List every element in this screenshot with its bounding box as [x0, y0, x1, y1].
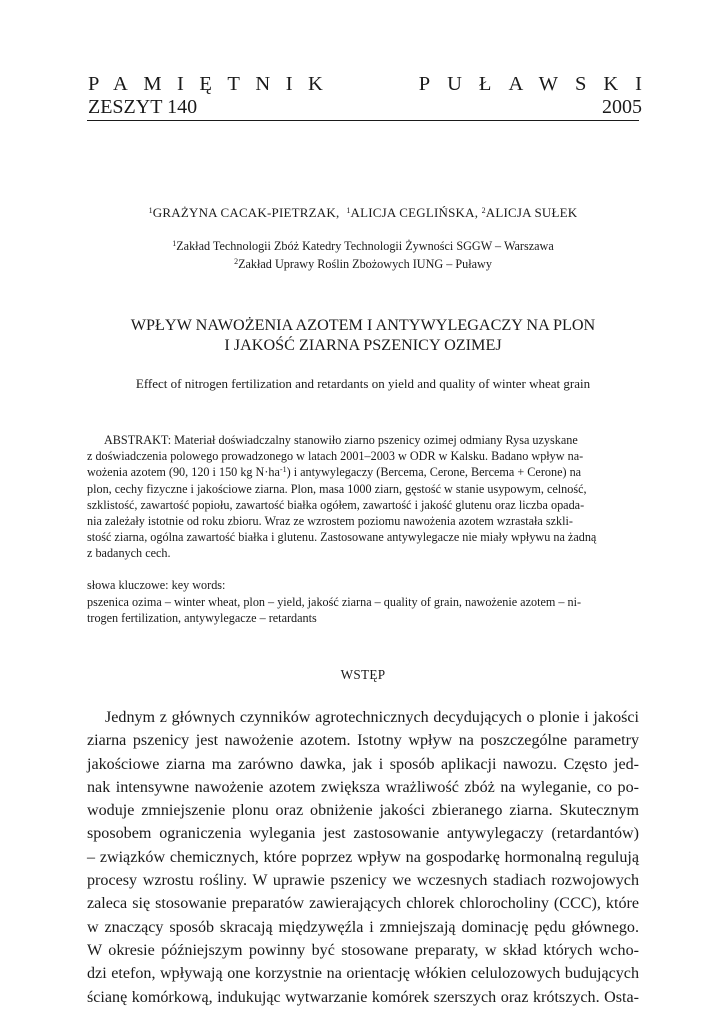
authors-line: [87, 205, 639, 221]
affiliation-2-text: Zakład Uprawy Roślin Zbożowych IUNG – Puławy: [238, 257, 492, 271]
body-line: zaleca się stosowanie preparatów zawierających chlorek chlorocholiny (CCC), które: [87, 895, 639, 913]
paper-title-line-1: WPŁYW NAWOŻENIA AZOTEM I ANTYWYLEGACZY NA PLON: [130, 316, 596, 334]
body-line: ziarna pszenicy jest nawożenie azotem. Istotny wpływ na poszczególne parametry: [87, 732, 639, 750]
body-text: [87, 706, 639, 1009]
issue-number: ZESZYT 140: [88, 96, 198, 118]
author-1-sup: 1: [148, 206, 153, 215]
body-line: W okresie późniejszym powinny być stosowane preparaty, w skład których wcho-: [87, 941, 639, 959]
author-3: ALICJA SUŁEK: [485, 205, 578, 220]
affiliation-1-sup: 1: [172, 239, 177, 248]
abstract-line-3b: ) i antywylegaczy (Bercema, Cerone, Bercema + Cerone) na: [286, 465, 582, 480]
section-heading: WSTĘP: [340, 667, 386, 682]
body-line: sposobem ograniczenia wylegania jest zastosowanie antywylegaczy (retardantów): [87, 825, 639, 843]
paper-title: [87, 315, 639, 355]
body-line: nak intensywne nawożenie azotem zwiększa wrażliwość zbóż na wyleganie, co po-: [87, 778, 639, 796]
abstract-line-2: z doświadczenia polowego prowadzonego w latach 2001–2003 w ODR w Kalsku. Badano wpływ na-: [87, 449, 584, 464]
affiliation-1: [87, 238, 639, 255]
keywords: [87, 577, 639, 627]
abstract: [87, 432, 639, 562]
header-rule: [87, 120, 639, 121]
abstract-line-1: ABSTRAKT: Materiał doświadczalny stanowiło ziarno pszenicy ozimej odmiany Rysa uzyskane: [104, 433, 578, 447]
journal-title: [88, 73, 659, 95]
body-line: Jednym z głównych czynników agrotechnicznych decydujących o plonie i jakości: [105, 709, 639, 726]
keywords-label: słowa kluczowe: key words:: [87, 578, 226, 592]
body-line: ścianę komórkową, indukując wytwarzanie komórek szerszych oraz krótszych. Osta-: [87, 988, 639, 1006]
abstract-line-4: plon, cechy fizyczne i jakościowe ziarna. Plon, masa 1000 ziarn, gęstość w stanie usypowym, celność,: [87, 481, 587, 496]
abstract-line-8: z badanych cech.: [87, 546, 171, 561]
abstract-line-7: stość ziarna, ogólna zawartość białka i glutenu. Zastosowane antywylegacze nie miały wpływu na żadną: [87, 530, 597, 545]
affiliation-1-text: Zakład Technologii Zbóż Katedry Technologii Żywności SGGW – Warszawa: [176, 239, 554, 253]
journal-title-right: PUŁAWSKI: [418, 73, 659, 95]
affiliation-2: [87, 256, 639, 273]
paper-title-english: Effect of nitrogen fertilization and retardants on yield and quality of winter wheat grain: [135, 376, 591, 391]
body-line: – związków chemicznych, które poprzez wpływ na gospodarkę hormonalną regulują: [87, 848, 639, 866]
journal-title-left: PAMIĘTNIK: [88, 73, 339, 95]
abstract-line-3a: wożenia azotem (90, 120 i 150 kg N·ha: [87, 465, 280, 480]
issue-year: 2005: [602, 96, 642, 118]
affiliation-2-sup: 2: [234, 257, 239, 266]
body-line: woduje zmniejszenie plonu oraz obniżenie jakości zbieranego ziarna. Skutecznym: [87, 802, 639, 820]
body-line: procesy wzrostu rośliny. W uprawie pszenicy we wczesnych stadiach rozwojowych: [87, 872, 639, 890]
keywords-line-2: trogen fertilization, antywylegacze – retardants: [87, 611, 317, 625]
keywords-line-1: pszenica ozima – winter wheat, plon – yield, jakość ziarna – quality of grain, nawożenie azotem – ni-: [87, 594, 582, 609]
paper-title-line-2: I JAKOŚĆ ZIARNA PSZENICY OZIMEJ: [224, 336, 502, 354]
journal-issue-row: [88, 97, 642, 117]
body-line: w znaczący sposób skracają międzywęźla i zmniejszają dominację pędu głównego.: [87, 918, 639, 936]
abstract-line-5: szklistość, zawartość popiołu, zawartość białka ogółem, zawartość i jakość glutenu oraz liczba opada-: [87, 497, 585, 512]
author-1: GRAŻYNA CACAK-PIETRZAK,: [152, 205, 340, 220]
author-2: ALICJA CEGLIŃSKA,: [350, 205, 479, 220]
abstract-line-6: nia zależały istotnie od roku zbioru. Wraz ze wzrostem poziomu nawożenia azotem wzrastała szkli-: [87, 514, 573, 529]
author-2-sup: 1: [346, 206, 351, 215]
author-3-sup: 2: [481, 206, 486, 215]
abstract-unit-sup: -1: [279, 465, 287, 475]
abstract-line-3: [87, 464, 639, 480]
body-line: dzi etefon, wpływają one korzystnie na orientację włókien celulozowych budujących: [87, 965, 639, 983]
body-line: jakościowe ziarna ma zarówno dawka, jak i sposób aplikacji nawozu. Często jed-: [87, 755, 639, 773]
